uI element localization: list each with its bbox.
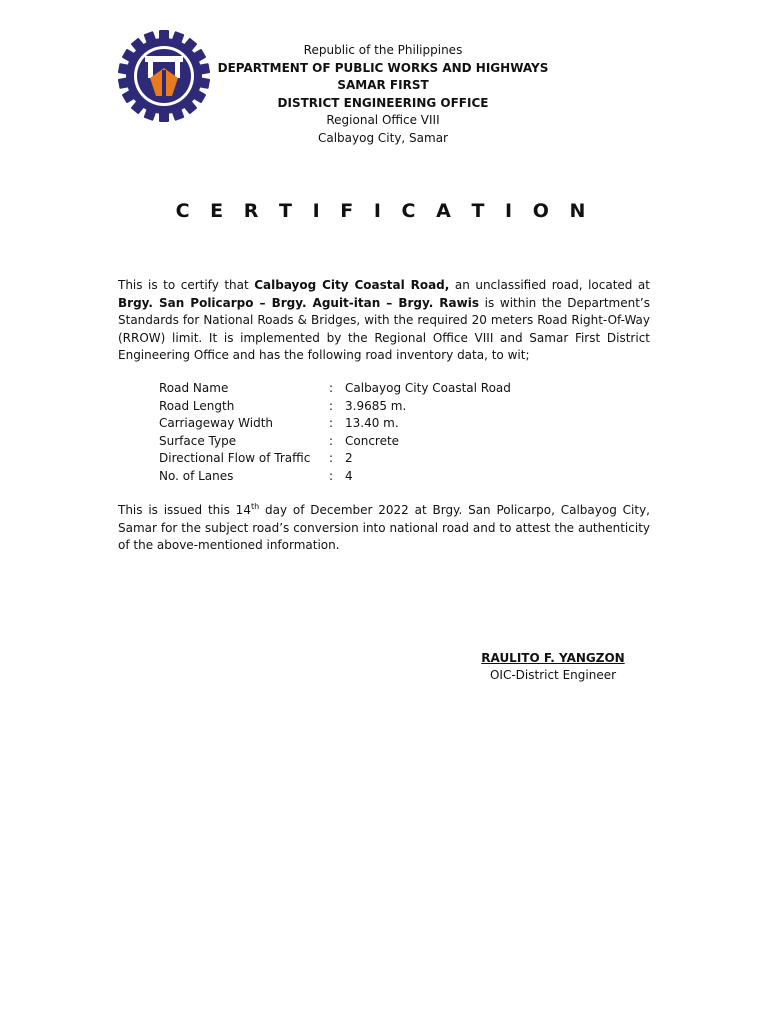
inventory-row xyxy=(159,450,511,468)
signatory-position: OIC-District Engineer xyxy=(489,668,617,682)
inventory-separator: : xyxy=(329,451,334,466)
signatory-name: RAULITO F. YANGZON xyxy=(481,651,625,665)
inventory-label: Directional Flow of Traffic xyxy=(159,451,311,466)
office-name: DISTRICT ENGINEERING OFFICE xyxy=(277,95,489,110)
page-title: C E R T I F I C A T I O N xyxy=(175,200,593,222)
inventory-label: Road Length xyxy=(159,398,235,413)
inventory-separator: : xyxy=(329,416,334,431)
inventory-row xyxy=(159,433,511,451)
inventory-separator: : xyxy=(329,433,334,448)
inventory-label: Road Name xyxy=(159,381,229,395)
intro-text-1: This is to certify that xyxy=(118,278,255,292)
inventory-value: 3.9685 m. xyxy=(345,398,407,413)
inventory-separator: : xyxy=(329,468,334,483)
location-bold: Brgy. San Policarpo – Brgy. Aguit-itan – Brgy. Rawis xyxy=(118,295,479,310)
intro-text-3: is within the Department’s Standards for National Roads & Bridges, with the required 20 meters Road Right-Of-Way (RROW) limit. It is implemented by the Regional Office VIII and Samar First District Engineering Office and has the following road inventory data, to wit; xyxy=(118,295,650,363)
inventory-row xyxy=(159,415,511,433)
inventory-separator: : xyxy=(329,398,334,413)
issuance-paragraph xyxy=(118,502,650,555)
inventory-label: No. of Lanes xyxy=(159,468,234,483)
signature-block xyxy=(448,650,658,684)
inventory-label: Surface Type xyxy=(159,433,237,448)
inventory-row xyxy=(159,468,511,486)
inventory-row xyxy=(159,398,511,416)
ordinal-suffix: th xyxy=(250,502,260,511)
district-name: SAMAR FIRST xyxy=(337,78,429,93)
issued-text-1: This is issued this 14 xyxy=(118,503,251,517)
inventory-value: 4 xyxy=(345,468,353,483)
regional-office: Regional Office VIII xyxy=(326,113,440,128)
inventory-row xyxy=(159,380,511,398)
inventory-value: Calbayog City Coastal Road xyxy=(345,381,511,395)
inventory-value: Concrete xyxy=(345,433,400,448)
office-city: Calbayog City, Samar xyxy=(317,130,448,145)
inventory-value: 13.40 m. xyxy=(345,416,399,431)
republic-line: Republic of the Philippines xyxy=(303,43,463,57)
inventory-separator: : xyxy=(329,381,334,395)
intro-text-2: an unclassified road, located at xyxy=(449,278,650,292)
intro-paragraph xyxy=(118,277,650,365)
issued-text-2: day of December 2022 at Brgy. San Policarpo, Calbayog City, Samar for the subject road’s conversion into national road and to attest the authenticity of the above-mentioned information. xyxy=(118,503,650,553)
department-name: DEPARTMENT OF PUBLIC WORKS AND HIGHWAYS xyxy=(217,60,549,75)
road-inventory xyxy=(159,380,511,486)
inventory-value: 2 xyxy=(345,451,353,466)
road-name-bold: Calbayog City Coastal Road, xyxy=(254,278,450,292)
letterhead xyxy=(190,42,576,148)
inventory-label: Carriageway Width xyxy=(159,416,274,431)
